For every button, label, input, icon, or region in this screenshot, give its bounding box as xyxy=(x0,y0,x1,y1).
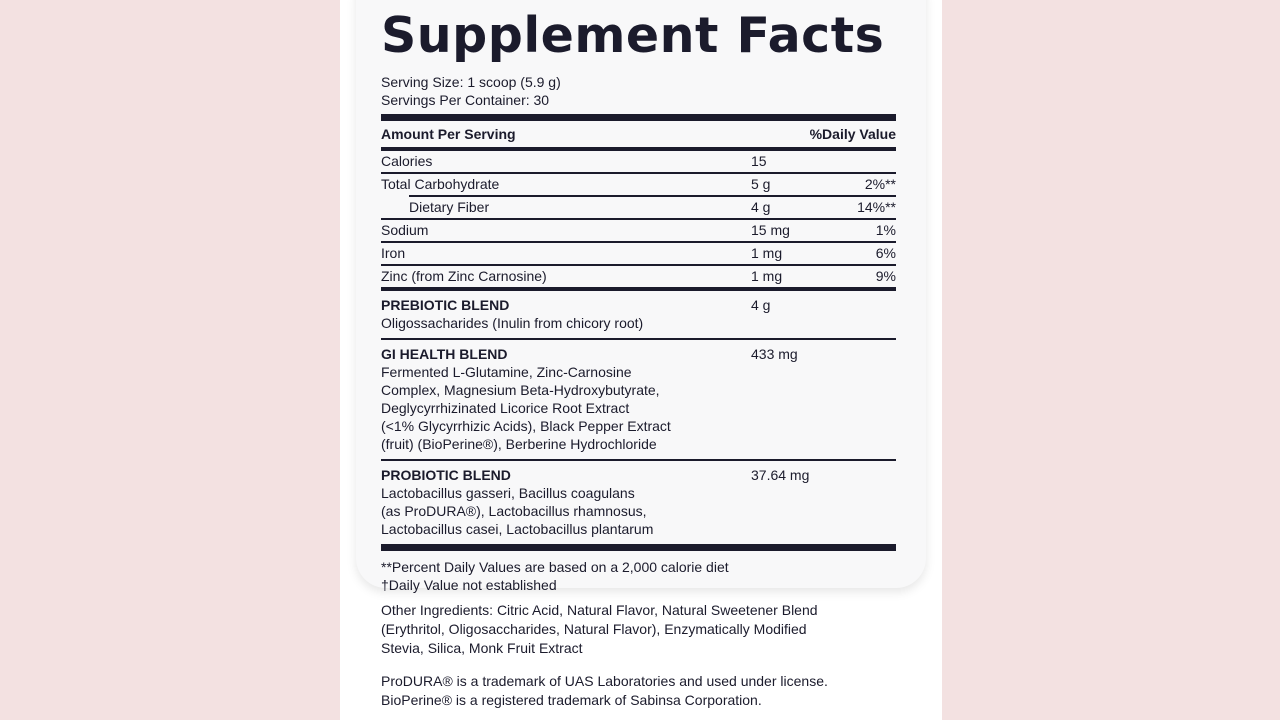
supplement-facts-table xyxy=(381,0,896,594)
trademark-line: BioPerine® is a registered trademark of Sabinsa Corporation. xyxy=(381,692,762,708)
gi-health-blend xyxy=(381,340,896,459)
nutrient-name: Zinc (from Zinc Carnosine) xyxy=(381,268,547,284)
blend-ingredient-line: Deglycyrrhizinated Licorice Root Extract xyxy=(381,400,630,416)
blend-amount: 433 mg xyxy=(751,346,798,362)
table-header xyxy=(381,121,896,147)
blend-amount: 37.64 mg xyxy=(751,467,810,483)
nutrient-daily-value: 6% xyxy=(875,245,896,261)
trademark-line: ProDURA® is a trademark of UAS Laboratories and used under license. xyxy=(381,673,828,689)
blend-ingredients xyxy=(381,363,721,453)
nutrient-row-sodium xyxy=(381,220,896,241)
nutrient-amount: 5 g xyxy=(751,176,771,192)
blend-ingredient-line: (<1% Glycyrrhizic Acids), Black Pepper Extract xyxy=(381,418,671,434)
nutrient-amount: 15 mg xyxy=(751,222,790,238)
nutrient-daily-value: 2%** xyxy=(864,176,896,192)
nutrient-name: Total Carbohydrate xyxy=(381,176,500,192)
blend-name: PROBIOTIC BLEND xyxy=(381,467,511,483)
divider-thick xyxy=(381,544,896,551)
nutrient-row-calories xyxy=(381,151,896,172)
blend-ingredient-line: Fermented L-Glutamine, Zinc-Carnosine xyxy=(381,364,632,380)
other-ingredients xyxy=(381,601,881,658)
footnote: **Percent Daily Values are based on a 2,000 calorie diet xyxy=(381,559,729,575)
footnotes xyxy=(381,551,896,594)
page-title: Supplement Facts xyxy=(381,7,885,64)
blend-ingredients xyxy=(381,484,721,538)
other-ingredients-line: Stevia, Silica, Monk Fruit Extract xyxy=(381,640,583,656)
trademark-notices xyxy=(381,672,901,710)
nutrient-row-dietary-fiber xyxy=(381,197,896,218)
nutrient-amount: 15 xyxy=(751,153,767,169)
daily-value-header: %Daily Value xyxy=(809,126,896,142)
other-ingredients-line: Other Ingredients: Citric Acid, Natural Flavor, Natural Sweetener Blend xyxy=(381,602,818,618)
footnote: †Daily Value not established xyxy=(381,577,557,593)
nutrient-amount: 4 g xyxy=(751,199,771,215)
blend-ingredient-line: Oligossacharides (Inulin from chicory root) xyxy=(381,315,644,331)
nutrient-name: Dietary Fiber xyxy=(409,199,490,215)
blend-ingredient-line: Lactobacillus casei, Lactobacillus plantarum xyxy=(381,521,654,537)
amount-per-serving-header: Amount Per Serving xyxy=(381,126,516,142)
servings-per-container: Servings Per Container: 30 xyxy=(381,92,550,108)
nutrient-daily-value: 14%** xyxy=(857,199,896,215)
divider-thick xyxy=(381,114,896,121)
blend-amount: 4 g xyxy=(751,297,771,313)
nutrient-amount: 1 mg xyxy=(751,245,783,261)
nutrient-row-iron xyxy=(381,243,896,264)
nutrient-row-zinc xyxy=(381,266,896,287)
nutrient-name: Iron xyxy=(381,245,406,261)
nutrient-name: Sodium xyxy=(381,222,429,238)
nutrient-name: Calories xyxy=(381,153,433,169)
nutrient-daily-value: 1% xyxy=(875,222,896,238)
serving-size: Serving Size: 1 scoop (5.9 g) xyxy=(381,74,561,90)
blend-name: PREBIOTIC BLEND xyxy=(381,297,510,313)
blend-ingredient-line: (as ProDURA®), Lactobacillus rhamnosus, xyxy=(381,503,647,519)
other-ingredients-line: (Erythritol, Oligosaccharides, Natural Flavor), Enzymatically Modified xyxy=(381,621,807,637)
nutrient-daily-value: 9% xyxy=(875,268,896,284)
probiotic-blend xyxy=(381,461,896,544)
nutrient-row-total-carbohydrate xyxy=(381,174,896,195)
blend-name: GI HEALTH BLEND xyxy=(381,346,508,362)
blend-ingredient-line: Complex, Magnesium Beta-Hydroxybutyrate, xyxy=(381,382,660,398)
blend-ingredient-line: Lactobacillus gasseri, Bacillus coagulans xyxy=(381,485,635,501)
blend-ingredient-line: (fruit) (BioPerine®), Berberine Hydrochloride xyxy=(381,436,657,452)
prebiotic-blend xyxy=(381,291,896,338)
nutrient-amount: 1 mg xyxy=(751,268,783,284)
blend-ingredients xyxy=(381,314,721,332)
